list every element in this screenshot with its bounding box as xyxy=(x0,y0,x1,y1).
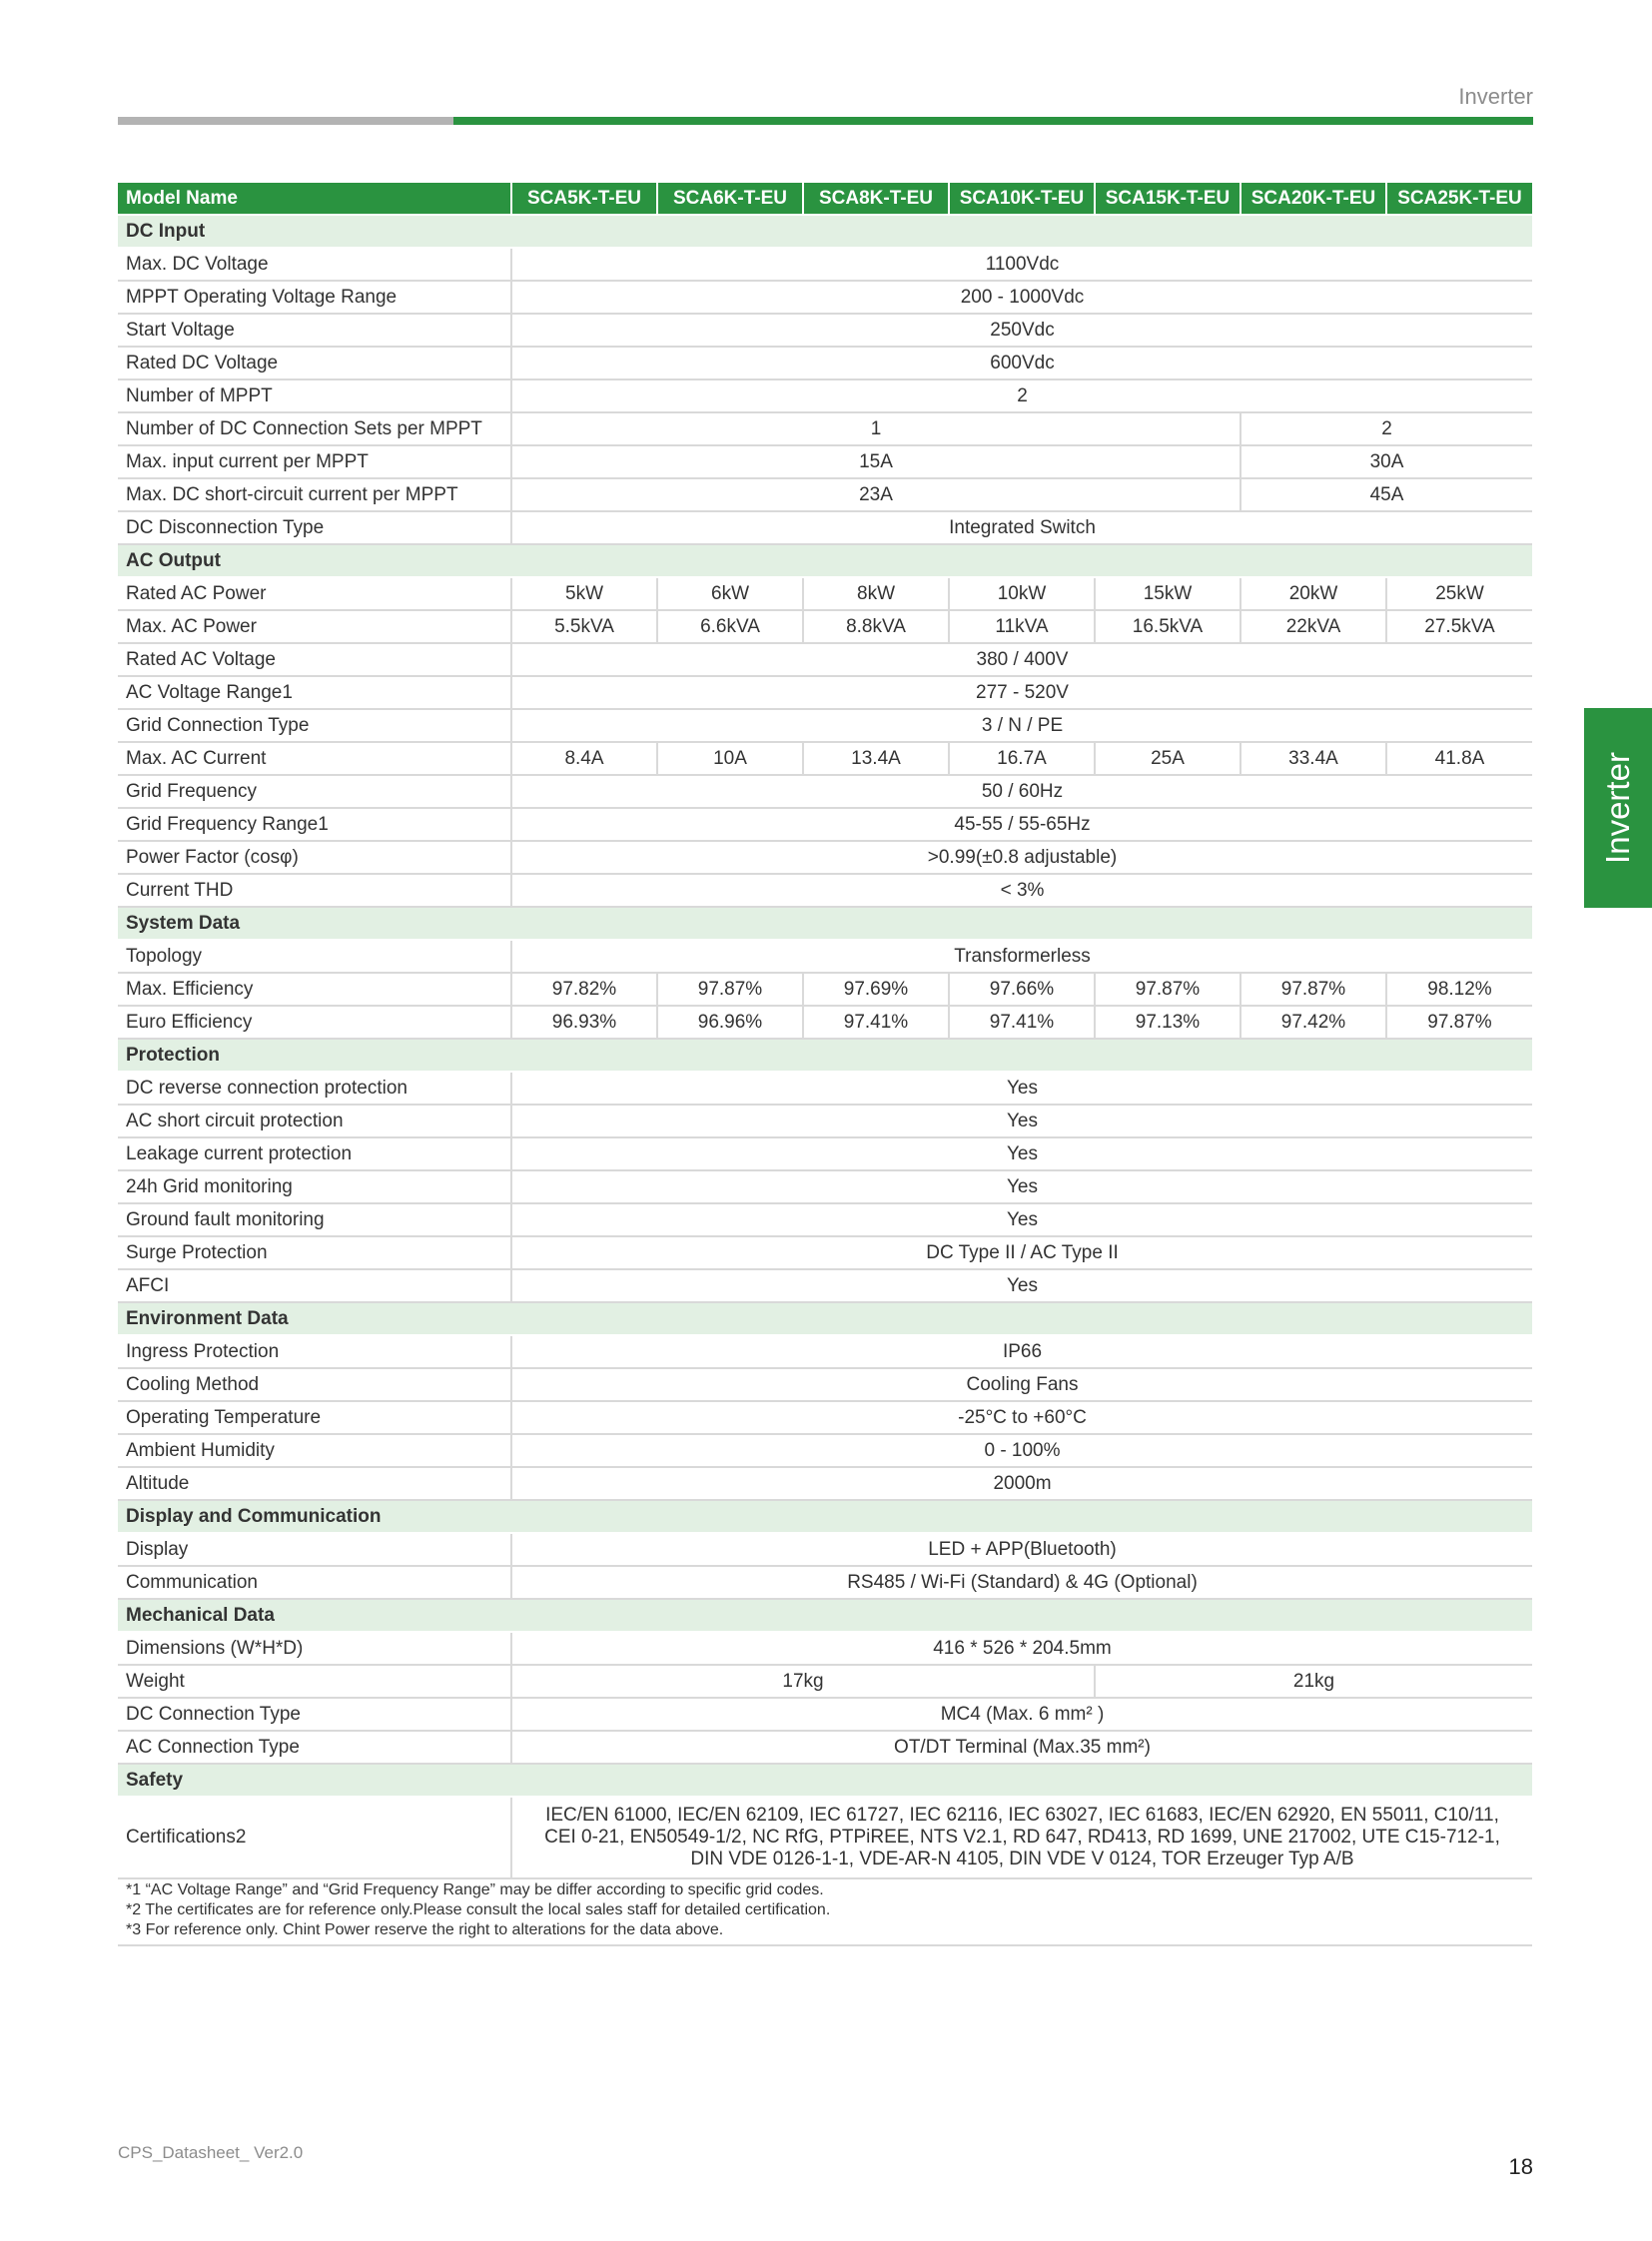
section-title: Mechanical Data xyxy=(118,1599,1532,1632)
table-row xyxy=(118,1137,1532,1170)
section-row xyxy=(118,1500,1532,1533)
section-title: System Data xyxy=(118,907,1532,940)
row-value: IP66 xyxy=(511,1335,1532,1368)
row-value: 13.4A xyxy=(803,742,949,775)
row-value: 8.8kVA xyxy=(803,610,949,643)
row-value: 97.13% xyxy=(1095,1006,1240,1039)
section-row xyxy=(118,1302,1532,1335)
certifications-line: CEI 0-21, EN50549-1/2, NC RfG, PTPiREE, NTS V2.1, RD 647, RD413, RD 1699, UNE 217002, UTE C15-712-1, xyxy=(544,1827,1500,1848)
row-label: Dimensions (W*H*D) xyxy=(118,1632,511,1665)
row-value: 380 / 400V xyxy=(511,643,1532,676)
table-row xyxy=(118,742,1532,775)
table-row xyxy=(118,1566,1532,1599)
table-row xyxy=(118,1401,1532,1434)
header-model: SCA25K-T-EU xyxy=(1386,183,1532,215)
certifications-line: DIN VDE 0126-1-1, VDE-AR-N 4105, DIN VDE V 0124, TOR Erzeuger Typ A/B xyxy=(690,1849,1354,1869)
row-label: Number of DC Connection Sets per MPPT xyxy=(118,412,511,445)
table-row xyxy=(118,1368,1532,1401)
row-label: 24h Grid monitoring xyxy=(118,1170,511,1203)
row-value: 96.93% xyxy=(511,1006,657,1039)
row-value: 6kW xyxy=(657,577,803,610)
row-value: 3 / N / PE xyxy=(511,709,1532,742)
table-row xyxy=(118,610,1532,643)
table-row xyxy=(118,1105,1532,1137)
table-row xyxy=(118,478,1532,511)
row-label: DC Connection Type xyxy=(118,1698,511,1731)
footer-doc-id: CPS_Datasheet_ Ver2.0 xyxy=(118,2143,304,2162)
footnote: *1 “AC Voltage Range” and “Grid Frequency Range” may be differ according to specific grid codes. xyxy=(126,1881,824,1898)
row-value: Yes xyxy=(511,1137,1532,1170)
section-title: AC Output xyxy=(118,544,1532,577)
footnote: *3 For reference only. Chint Power reserve the right to alterations for the data above. xyxy=(126,1921,724,1938)
row-label: Cooling Method xyxy=(118,1368,511,1401)
row-label: Weight xyxy=(118,1665,511,1698)
row-value: Yes xyxy=(511,1105,1532,1137)
row-value: Yes xyxy=(511,1170,1532,1203)
table-row xyxy=(118,1236,1532,1269)
row-label: MPPT Operating Voltage Range xyxy=(118,281,511,314)
row-value: 33.4A xyxy=(1240,742,1386,775)
table-row xyxy=(118,1434,1532,1467)
row-value: Yes xyxy=(511,1072,1532,1105)
section-title: DC Input xyxy=(118,215,1532,248)
row-value: 16.7A xyxy=(949,742,1095,775)
row-value: 5kW xyxy=(511,577,657,610)
row-value: 97.42% xyxy=(1240,1006,1386,1039)
row-value: 45-55 / 55-65Hz xyxy=(511,808,1532,841)
header-model: SCA5K-T-EU xyxy=(511,183,657,215)
row-value: 1 xyxy=(511,412,1240,445)
table-row xyxy=(118,808,1532,841)
header-model-name: Model Name xyxy=(118,183,511,215)
table-row xyxy=(118,1170,1532,1203)
row-value: 97.82% xyxy=(511,973,657,1006)
table-row xyxy=(118,874,1532,907)
row-value: 97.87% xyxy=(1386,1006,1532,1039)
table-row xyxy=(118,347,1532,379)
row-value: 22kVA xyxy=(1240,610,1386,643)
row-value: Integrated Switch xyxy=(511,511,1532,544)
row-label: Certifications2 xyxy=(118,1797,511,1878)
table-row xyxy=(118,1533,1532,1566)
row-value: 97.41% xyxy=(949,1006,1095,1039)
table-row xyxy=(118,1797,1532,1878)
row-label: Max. DC short-circuit current per MPPT xyxy=(118,478,511,511)
footnotes xyxy=(118,1878,1532,1946)
row-value: 27.5kVA xyxy=(1386,610,1532,643)
row-label: Euro Efficiency xyxy=(118,1006,511,1039)
row-value: 98.12% xyxy=(1386,973,1532,1006)
table-row xyxy=(118,1467,1532,1500)
table-row xyxy=(118,281,1532,314)
row-value: 97.87% xyxy=(657,973,803,1006)
row-value: 250Vdc xyxy=(511,314,1532,347)
row-value: 97.66% xyxy=(949,973,1095,1006)
row-value: 600Vdc xyxy=(511,347,1532,379)
table-row xyxy=(118,1731,1532,1764)
row-label: Max. AC Current xyxy=(118,742,511,775)
header-divider-green xyxy=(453,117,1533,125)
table-row xyxy=(118,445,1532,478)
row-label: AC short circuit protection xyxy=(118,1105,511,1137)
header-model: SCA15K-T-EU xyxy=(1095,183,1240,215)
row-value: 45A xyxy=(1240,478,1532,511)
row-value: 30A xyxy=(1240,445,1532,478)
header-model: SCA10K-T-EU xyxy=(949,183,1095,215)
row-value: 97.87% xyxy=(1095,973,1240,1006)
row-value: 5.5kVA xyxy=(511,610,657,643)
side-tab-inverter xyxy=(1584,708,1652,908)
row-value: LED + APP(Bluetooth) xyxy=(511,1533,1532,1566)
row-value: 50 / 60Hz xyxy=(511,775,1532,808)
row-value: MC4 (Max. 6 mm² ) xyxy=(511,1698,1532,1731)
section-row xyxy=(118,1039,1532,1072)
row-value: 200 - 1000Vdc xyxy=(511,281,1532,314)
table-header-row xyxy=(118,183,1532,215)
row-label: Leakage current protection xyxy=(118,1137,511,1170)
row-label: Max. AC Power xyxy=(118,610,511,643)
row-value: DC Type II / AC Type II xyxy=(511,1236,1532,1269)
header-model: SCA8K-T-EU xyxy=(803,183,949,215)
row-label: Grid Connection Type xyxy=(118,709,511,742)
row-label: AFCI xyxy=(118,1269,511,1302)
row-label: Altitude xyxy=(118,1467,511,1500)
header-divider-bar xyxy=(118,117,1533,125)
table-row xyxy=(118,841,1532,874)
row-value: 10A xyxy=(657,742,803,775)
section-row xyxy=(118,907,1532,940)
page-number: 18 xyxy=(1508,2154,1533,2179)
header-divider-gray xyxy=(118,117,453,125)
row-value: 15kW xyxy=(1095,577,1240,610)
table-row xyxy=(118,412,1532,445)
row-value: 17kg xyxy=(511,1665,1095,1698)
row-label: Ingress Protection xyxy=(118,1335,511,1368)
row-label: Power Factor (cosφ) xyxy=(118,841,511,874)
row-value: 97.69% xyxy=(803,973,949,1006)
row-value: 16.5kVA xyxy=(1095,610,1240,643)
row-value: OT/DT Terminal (Max.35 mm²) xyxy=(511,1731,1532,1764)
table-row xyxy=(118,248,1532,281)
table-row xyxy=(118,1072,1532,1105)
row-value: 1100Vdc xyxy=(511,248,1532,281)
table-row xyxy=(118,1665,1532,1698)
table-row xyxy=(118,511,1532,544)
row-value: 15A xyxy=(511,445,1240,478)
header-model: SCA6K-T-EU xyxy=(657,183,803,215)
section-title: Safety xyxy=(118,1764,1532,1797)
section-row xyxy=(118,215,1532,248)
row-value: 0 - 100% xyxy=(511,1434,1532,1467)
table-row xyxy=(118,643,1532,676)
row-label: Operating Temperature xyxy=(118,1401,511,1434)
row-label: Max. DC Voltage xyxy=(118,248,511,281)
row-label: DC Disconnection Type xyxy=(118,511,511,544)
footnote: *2 The certificates are for reference only.Please consult the local sales staff for detailed certification. xyxy=(126,1901,831,1918)
row-value: 2 xyxy=(1240,412,1532,445)
table-row xyxy=(118,379,1532,412)
section-title: Display and Communication xyxy=(118,1500,1532,1533)
row-value: 277 - 520V xyxy=(511,676,1532,709)
row-label: Grid Frequency Range1 xyxy=(118,808,511,841)
row-value: 2 xyxy=(511,379,1532,412)
section-row xyxy=(118,544,1532,577)
row-value: 23A xyxy=(511,478,1240,511)
row-value: 2000m xyxy=(511,1467,1532,1500)
row-value: 8kW xyxy=(803,577,949,610)
row-value: 97.87% xyxy=(1240,973,1386,1006)
row-value: 11kVA xyxy=(949,610,1095,643)
spec-table xyxy=(118,183,1532,1879)
row-label: Ground fault monitoring xyxy=(118,1203,511,1236)
header-model: SCA20K-T-EU xyxy=(1240,183,1386,215)
row-value: 20kW xyxy=(1240,577,1386,610)
row-label: Max. input current per MPPT xyxy=(118,445,511,478)
row-label: Ambient Humidity xyxy=(118,1434,511,1467)
row-value: Yes xyxy=(511,1203,1532,1236)
row-label: Surge Protection xyxy=(118,1236,511,1269)
row-label: Current THD xyxy=(118,874,511,907)
table-row xyxy=(118,709,1532,742)
row-label: Topology xyxy=(118,940,511,973)
row-value: 97.41% xyxy=(803,1006,949,1039)
row-label: Grid Frequency xyxy=(118,775,511,808)
table-row xyxy=(118,940,1532,973)
row-value: 6.6kVA xyxy=(657,610,803,643)
table-row xyxy=(118,1203,1532,1236)
row-value: 8.4A xyxy=(511,742,657,775)
row-label: DC reverse connection protection xyxy=(118,1072,511,1105)
row-label: Rated AC Power xyxy=(118,577,511,610)
section-title: Protection xyxy=(118,1039,1532,1072)
table-row xyxy=(118,577,1532,610)
row-value: 21kg xyxy=(1095,1665,1532,1698)
row-value: 416 * 526 * 204.5mm xyxy=(511,1632,1532,1665)
row-label: AC Connection Type xyxy=(118,1731,511,1764)
table-row xyxy=(118,1698,1532,1731)
row-value: 25kW xyxy=(1386,577,1532,610)
row-value: RS485 / Wi-Fi (Standard) & 4G (Optional) xyxy=(511,1566,1532,1599)
row-value: Transformerless xyxy=(511,940,1532,973)
row-label: Rated AC Voltage xyxy=(118,643,511,676)
table-row xyxy=(118,1632,1532,1665)
table-row xyxy=(118,676,1532,709)
row-label: Rated DC Voltage xyxy=(118,347,511,379)
row-value: 41.8A xyxy=(1386,742,1532,775)
table-row xyxy=(118,1006,1532,1039)
section-row xyxy=(118,1764,1532,1797)
row-value: 25A xyxy=(1095,742,1240,775)
row-value: 96.96% xyxy=(657,1006,803,1039)
table-row xyxy=(118,1335,1532,1368)
row-value: < 3% xyxy=(511,874,1532,907)
section-row xyxy=(118,1599,1532,1632)
certifications-line: IEC/EN 61000, IEC/EN 62109, IEC 61727, IEC 62116, IEC 63027, IEC 61683, IEC/EN 62920, EN 55011, C10/11, xyxy=(545,1805,1499,1826)
table-row xyxy=(118,1269,1532,1302)
header-category-label: Inverter xyxy=(1458,84,1533,109)
table-row xyxy=(118,314,1532,347)
row-value: -25°C to +60°C xyxy=(511,1401,1532,1434)
table-row xyxy=(118,775,1532,808)
row-label: Start Voltage xyxy=(118,314,511,347)
row-value: 10kW xyxy=(949,577,1095,610)
side-tab-label: Inverter xyxy=(1599,752,1636,864)
row-value: Cooling Fans xyxy=(511,1368,1532,1401)
section-title: Environment Data xyxy=(118,1302,1532,1335)
row-value: Yes xyxy=(511,1269,1532,1302)
row-label: AC Voltage Range1 xyxy=(118,676,511,709)
table-row xyxy=(118,973,1532,1006)
row-label: Number of MPPT xyxy=(118,379,511,412)
row-label: Display xyxy=(118,1533,511,1566)
row-label: Max. Efficiency xyxy=(118,973,511,1006)
row-value: >0.99(±0.8 adjustable) xyxy=(511,841,1532,874)
row-label: Communication xyxy=(118,1566,511,1599)
certifications-value xyxy=(511,1797,1532,1878)
